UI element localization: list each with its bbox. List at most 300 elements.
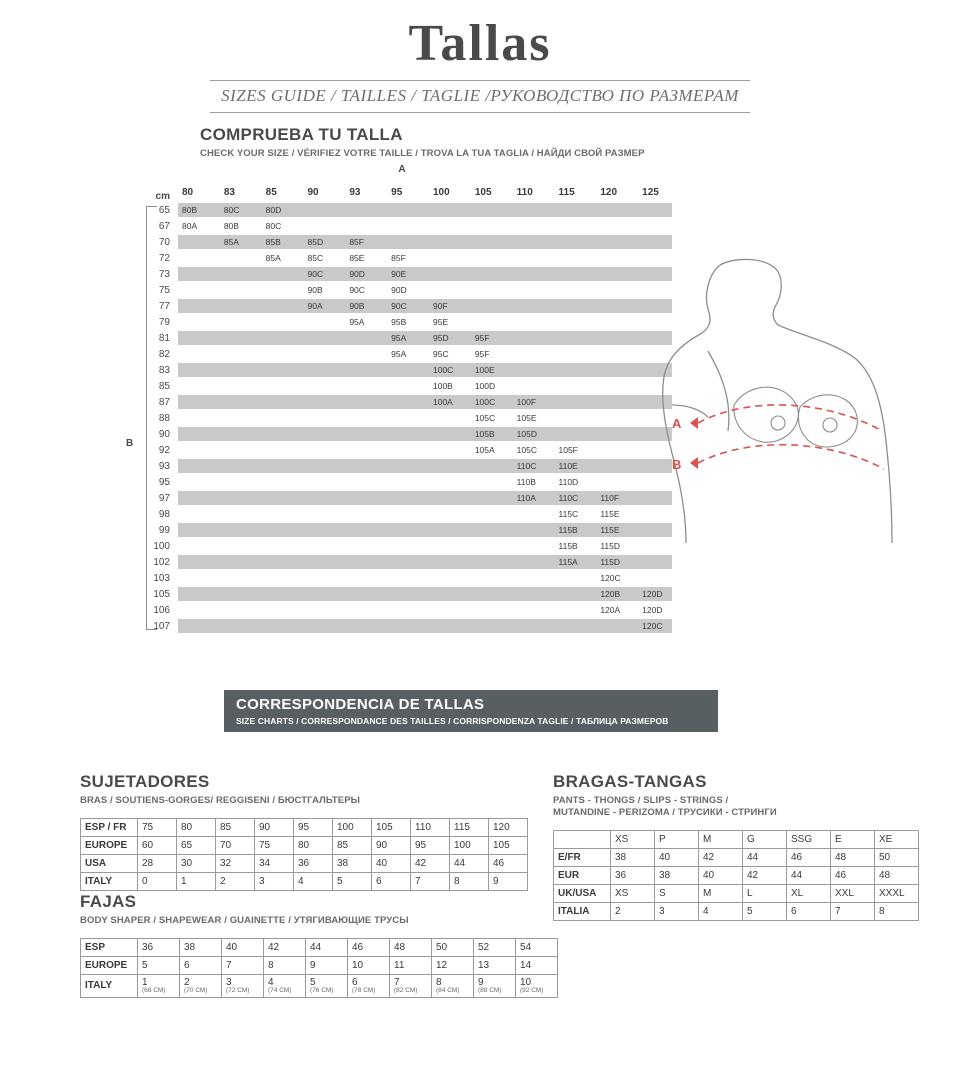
chart-column-header: 80: [182, 187, 194, 198]
chart-size-cell: 90F: [433, 301, 448, 311]
chart-row: [132, 442, 672, 458]
chart-size-cell: 105F: [558, 445, 578, 455]
table-cell: 1: [177, 873, 216, 891]
table-cell: 44: [743, 849, 787, 867]
table-cell: 14: [516, 957, 558, 975]
pants-subtitle-2: MUTANDINE - PERIZOMA / ТРУСИКИ - СТРИНГИ: [553, 807, 777, 818]
table-cell-cm: (84 CM): [436, 987, 460, 994]
table-cell: 28: [138, 855, 177, 873]
table-cell: 48: [875, 867, 919, 885]
shaper-heading: [80, 892, 409, 926]
shaper-title: FAJAS: [80, 892, 137, 911]
chart-row-label: 87: [158, 396, 170, 408]
table-cell: 3: [255, 873, 294, 891]
chart-column-header: 110: [516, 187, 533, 198]
chart-row-label: 67: [158, 220, 170, 232]
table-row: [81, 939, 558, 957]
chart-row: [132, 602, 672, 618]
table-cell: 32: [216, 855, 255, 873]
chart-size-cell: 80A: [182, 221, 198, 231]
table-cell: XXXL: [875, 885, 919, 903]
table-cell: 42: [411, 855, 450, 873]
table-cell: XS: [611, 885, 655, 903]
table-cell: 75: [138, 819, 177, 837]
table-cell: 36: [611, 867, 655, 885]
chart-size-cell: 115E: [600, 509, 620, 519]
table-cell: 38: [333, 855, 372, 873]
table-cell: 5: [333, 873, 372, 891]
table-cell: 40: [222, 939, 264, 957]
chart-size-cell: 115B: [558, 541, 578, 551]
chart-row: [132, 522, 672, 538]
shaper-subtitle: BODY SHAPER / SHAPEWEAR / GUAINETTE / УТЯГИВАЮЩИЕ ТРУСЫ: [80, 915, 409, 926]
chart-row: [132, 282, 672, 298]
chart-size-cell: 115A: [558, 557, 578, 567]
chart-row-label: 92: [158, 444, 170, 456]
chart-row: [132, 266, 672, 282]
table-cell: 65: [177, 837, 216, 855]
table-row-label: EUROPE: [81, 957, 138, 975]
chart-size-cell: 110B: [516, 477, 536, 487]
chart-column-header: 83: [223, 187, 235, 198]
chart-size-cell: 120C: [600, 573, 621, 583]
chart-row-label: 83: [158, 364, 170, 376]
chart-row-bar: [178, 363, 672, 377]
chart-column-header: 90: [307, 187, 319, 198]
chart-size-cell: 100F: [516, 397, 537, 407]
pants-subtitle-1: PANTS - THONGS / SLIPS - STRINGS /: [553, 795, 729, 806]
table-cell: 80: [294, 837, 333, 855]
chart-size-cell: 80C: [223, 205, 240, 215]
chart-size-cell: 95B: [391, 317, 407, 327]
table-cell: 42: [743, 867, 787, 885]
chart-row-label: 85: [158, 380, 170, 392]
table-cell: 6: [180, 957, 222, 975]
chart-row: [132, 378, 672, 394]
chart-size-cell: 95F: [474, 333, 490, 343]
table-row-label: E/FR: [554, 849, 611, 867]
chart-row-bar: [178, 283, 672, 297]
table-cell-cm: (72 CM): [226, 987, 250, 994]
chart-size-cell: 100D: [474, 381, 496, 391]
chart-size-cell: 100C: [433, 365, 454, 375]
table-cell: 2 (70 CM): [180, 975, 222, 998]
illustration-label-b: B: [672, 457, 682, 472]
chart-size-cell: 90D: [349, 269, 365, 279]
chart-row-bar: [178, 347, 672, 361]
table-cell: 40: [372, 855, 411, 873]
table-row-label: ITALIA: [554, 903, 611, 921]
table-cell: M: [699, 831, 743, 849]
table-row: [554, 849, 919, 867]
table-cell: XL: [787, 885, 831, 903]
table-cell: 44: [306, 939, 348, 957]
table-cell: 5 (76 CM): [306, 975, 348, 998]
chart-size-cell: 95D: [433, 333, 449, 343]
table-cell: 8: [450, 873, 489, 891]
chart-row-bar: [178, 459, 672, 473]
table-cell: 9: [306, 957, 348, 975]
table-row-label: [554, 831, 611, 849]
table-cell: G: [743, 831, 787, 849]
chart-row: [132, 618, 672, 634]
chart-size-cell: 95A: [349, 317, 365, 327]
chart-row-label: 106: [153, 604, 170, 616]
table-cell: 75: [255, 837, 294, 855]
chart-row-label: 79: [158, 316, 170, 328]
table-cell-cm: (78 CM): [352, 987, 376, 994]
table-cell: 46: [348, 939, 390, 957]
b-axis-bracket: [146, 206, 157, 630]
chart-row: [132, 314, 672, 330]
chart-column-header: 100: [433, 187, 450, 198]
table-cell: 105: [372, 819, 411, 837]
check-size-heading: [200, 125, 645, 159]
chart-size-cell: 100E: [474, 365, 495, 375]
chart-row: [132, 250, 672, 266]
table-cell: 115: [450, 819, 489, 837]
chart-row-bar: [178, 235, 672, 249]
chart-size-cell: 85C: [307, 253, 324, 263]
table-cell: M: [699, 885, 743, 903]
chart-row: [132, 346, 672, 362]
chart-row: [132, 570, 672, 586]
table-row: [554, 867, 919, 885]
table-row: [81, 855, 528, 873]
chart-size-cell: 90C: [349, 285, 365, 295]
chart-column-header: 120: [600, 187, 618, 198]
chart-size-cell: 90C: [391, 301, 407, 311]
chart-size-cell: 85B: [265, 237, 281, 247]
chart-row: [132, 410, 672, 426]
table-row: [81, 819, 528, 837]
chart-size-cell: 110C: [516, 461, 537, 471]
chart-size-cell: 80C: [265, 221, 282, 231]
chart-row: [132, 362, 672, 378]
table-cell: 95: [411, 837, 450, 855]
table-cell: 70: [216, 837, 255, 855]
chart-size-cell: 105B: [474, 429, 495, 439]
chart-row: [132, 458, 672, 474]
chart-size-cell: 105A: [474, 445, 495, 455]
size-charts-banner: [224, 690, 718, 732]
chart-column-header: 115: [558, 187, 575, 198]
table-cell: 10: [348, 957, 390, 975]
chart-size-cell: 120D: [642, 605, 663, 615]
chart-row-label: 100: [153, 540, 170, 552]
chart-row: [132, 202, 672, 218]
chart-row-bar: [178, 395, 672, 409]
chart-row-bar: [178, 331, 672, 345]
chart-row-label: 81: [158, 332, 170, 344]
chart-row: [132, 586, 672, 602]
chart-size-cell: 90C: [307, 269, 324, 279]
table-cell: 85: [216, 819, 255, 837]
table-cell: 40: [699, 867, 743, 885]
pants-heading: [553, 772, 777, 818]
chart-row-label: 75: [158, 284, 170, 296]
chart-size-cell: 85D: [307, 237, 324, 247]
chart-row-bar: [178, 603, 672, 617]
header-rule-bottom: [210, 112, 750, 113]
bras-table: [80, 818, 528, 891]
table-cell: 46: [787, 849, 831, 867]
chart-row-bar: [178, 315, 672, 329]
table-cell: 6: [787, 903, 831, 921]
chart-size-cell: 85A: [265, 253, 281, 263]
chart-row-bar: [178, 619, 672, 633]
table-cell: 44: [450, 855, 489, 873]
page-title: Tallas: [408, 15, 552, 72]
table-cell: XE: [875, 831, 919, 849]
chart-size-cell: 120D: [642, 589, 663, 599]
chart-size-cell: 105E: [516, 413, 537, 423]
chart-row-bar: [178, 299, 672, 313]
chart-row-bar: [178, 555, 672, 569]
table-cell-cm: (92 CM): [520, 987, 544, 994]
chart-column-header: 95: [391, 187, 403, 198]
chart-row-bar: [178, 491, 672, 505]
table-cell: 80: [177, 819, 216, 837]
chart-row: [132, 298, 672, 314]
chart-row-bar: [178, 539, 672, 553]
chart-size-cell: 85F: [349, 237, 364, 247]
table-cell: 120: [489, 819, 528, 837]
table-cell: 4: [294, 873, 333, 891]
chart-row: [132, 538, 672, 554]
chart-size-cell: 120B: [600, 589, 621, 599]
check-size-subtitle: CHECK YOUR SIZE / VÉRIFIEZ VOTRE TAILLE / TROVA LA TUA TAGLIA / НАЙДИ СВОЙ РАЗМЕР: [200, 148, 645, 159]
chart-row-bar: [178, 379, 672, 393]
chart-size-cell: 95F: [474, 349, 490, 359]
table-cell: 42: [699, 849, 743, 867]
torso-illustration: [660, 255, 940, 545]
table-cell-cm: (82 CM): [394, 987, 418, 994]
chart-size-cell: 110A: [516, 493, 536, 503]
table-cell: 46: [489, 855, 528, 873]
table-cell: XS: [611, 831, 655, 849]
chart-row-bar: [178, 523, 672, 537]
chart-row-bar: [178, 203, 672, 217]
table-cell: 90: [255, 819, 294, 837]
table-cell: 38: [611, 849, 655, 867]
table-row: [554, 885, 919, 903]
table-cell: 36: [138, 939, 180, 957]
table-cell: 100: [450, 837, 489, 855]
chart-row-label: 70: [158, 236, 170, 248]
table-cell: 7 (82 CM): [390, 975, 432, 998]
table-cell-cm: (70 CM): [184, 987, 208, 994]
table-cell: 4 (74 CM): [264, 975, 306, 998]
chart-size-cell: 105C: [474, 413, 496, 423]
chart-size-cell: 90E: [391, 269, 407, 279]
page-header: [0, 0, 960, 113]
size-chart: [126, 164, 672, 634]
chart-row: [132, 394, 672, 410]
chart-size-cell: 110D: [558, 477, 579, 487]
chart-size-cell: 115C: [558, 509, 579, 519]
chart-size-cell: 110F: [600, 493, 620, 503]
chart-size-cell: 85E: [349, 253, 365, 263]
chart-row-label: 95: [158, 476, 170, 488]
table-row-label: UK/USA: [554, 885, 611, 903]
table-cell: 52: [474, 939, 516, 957]
table-row: [81, 873, 528, 891]
banner-title: CORRESPONDENCIA DE TALLAS: [236, 696, 485, 713]
chart-size-cell: 95C: [433, 349, 449, 359]
table-cell: 11: [390, 957, 432, 975]
chart-size-cell: 95E: [433, 317, 449, 327]
table-cell: 4: [699, 903, 743, 921]
page-subtitle: SIZES GUIDE / TAILLES / TAGLIE /РУКОВОДСТВО ПО РАЗМЕРАМ: [221, 86, 739, 105]
table-cell: S: [655, 885, 699, 903]
table-cell: 2: [611, 903, 655, 921]
chart-row-label: 98: [158, 508, 170, 520]
table-cell: 60: [138, 837, 177, 855]
table-cell: 50: [875, 849, 919, 867]
chart-size-cell: 120A: [600, 605, 621, 615]
table-cell: 46: [831, 867, 875, 885]
table-row-label: ITALY: [81, 873, 138, 891]
chart-size-cell: 115B: [558, 525, 578, 535]
table-cell: 6: [372, 873, 411, 891]
axis-label-b: B: [126, 438, 134, 449]
chart-row-label: 107: [153, 620, 170, 632]
table-cell: 9 (88 CM): [474, 975, 516, 998]
table-cell: 48: [831, 849, 875, 867]
table-cell: 13: [474, 957, 516, 975]
table-row-label: EUROPE: [81, 837, 138, 855]
table-cell: 44: [787, 867, 831, 885]
table-cell: 12: [432, 957, 474, 975]
chart-size-cell: 80D: [265, 205, 282, 215]
table-cell: 105: [489, 837, 528, 855]
table-cell: 100: [333, 819, 372, 837]
chart-column-header: 125: [642, 187, 659, 198]
table-cell-cm: (68 CM): [142, 987, 166, 994]
chart-row-bar: [178, 475, 672, 489]
table-cell: 5: [743, 903, 787, 921]
table-cell: 1 (68 CM): [138, 975, 180, 998]
table-cell: 8: [264, 957, 306, 975]
chart-row-label: 82: [158, 348, 170, 360]
table-cell-cm: (74 CM): [268, 987, 292, 994]
chart-row-bar: [178, 219, 672, 233]
shaper-table: [80, 938, 558, 998]
chart-column-header: 93: [349, 187, 361, 198]
table-row: [81, 837, 528, 855]
chart-row-label: 65: [158, 204, 170, 216]
bras-subtitle: BRAS / SOUTIENS-GORGES/ REGGISENI / БЮСТГАЛЬТЕРЫ: [80, 795, 361, 806]
chart-size-cell: 105D: [516, 429, 537, 439]
cm-label: cm: [155, 191, 170, 202]
table-cell: 34: [255, 855, 294, 873]
chart-size-cell: 95A: [391, 349, 407, 359]
table-cell: L: [743, 885, 787, 903]
chart-row: [132, 426, 672, 442]
chart-size-cell: 85A: [223, 237, 239, 247]
chart-row-bar: [178, 571, 672, 585]
chart-size-cell: 115D: [600, 541, 621, 551]
chart-row: [132, 234, 672, 250]
table-cell: 85: [333, 837, 372, 855]
table-cell: 42: [264, 939, 306, 957]
illustration-label-a: A: [672, 416, 682, 431]
chart-column-header: 105: [474, 187, 492, 198]
chart-row-label: 93: [158, 460, 170, 472]
chart-size-cell: 105C: [516, 445, 537, 455]
pants-table-wrap: [553, 830, 919, 921]
table-row-label: EUR: [554, 867, 611, 885]
chart-size-cell: 80B: [182, 205, 198, 215]
table-cell: 30: [177, 855, 216, 873]
table-cell: 3: [655, 903, 699, 921]
chart-row-label: 77: [158, 300, 170, 312]
chart-size-cell: 90B: [349, 301, 365, 311]
chart-row-bar: [178, 507, 672, 521]
chart-size-cell: 100C: [474, 397, 496, 407]
chart-row-label: 99: [158, 524, 170, 536]
pants-title: BRAGAS-TANGAS: [553, 772, 707, 791]
chart-row-bar: [178, 427, 672, 441]
chart-row-label: 105: [153, 588, 170, 600]
chart-size-cell: 120C: [642, 621, 663, 631]
chart-size-cell: 115D: [600, 557, 621, 567]
chart-row: [132, 490, 672, 506]
chart-row-label: 97: [158, 492, 170, 504]
chart-row-label: 103: [153, 572, 170, 584]
table-cell: 0: [138, 873, 177, 891]
table-cell-cm: (76 CM): [310, 987, 334, 994]
chart-row-bar: [178, 267, 672, 281]
chart-size-cell: 110C: [558, 493, 579, 503]
pants-table: [553, 830, 919, 921]
table-cell: 40: [655, 849, 699, 867]
chart-row: [132, 474, 672, 490]
chart-row: [132, 506, 672, 522]
chart-row-bar: [178, 411, 672, 425]
axis-label-a: A: [398, 164, 406, 175]
chart-size-cell: 85F: [391, 253, 406, 263]
table-cell: 7: [831, 903, 875, 921]
table-row: [554, 903, 919, 921]
table-cell: 2: [216, 873, 255, 891]
table-row: [81, 975, 558, 998]
table-cell: 54: [516, 939, 558, 957]
table-cell: 7: [411, 873, 450, 891]
chart-size-cell: 95A: [391, 333, 407, 343]
chart-row-label: 88: [158, 412, 170, 424]
table-cell: 10 (92 CM): [516, 975, 558, 998]
chart-size-cell: 100B: [433, 381, 453, 391]
table-cell: P: [655, 831, 699, 849]
table-cell: 36: [294, 855, 333, 873]
table-row-label: USA: [81, 855, 138, 873]
chart-row-label: 90: [158, 428, 170, 440]
table-cell: 95: [294, 819, 333, 837]
chart-row-label: 72: [158, 252, 170, 264]
table-cell: 8 (84 CM): [432, 975, 474, 998]
bras-title: SUJETADORES: [80, 772, 210, 791]
table-cell: 5: [138, 957, 180, 975]
table-row-label: ITALY: [81, 975, 138, 998]
table-cell: 8: [875, 903, 919, 921]
chart-row: [132, 330, 672, 346]
table-row-label: ESP / FR: [81, 819, 138, 837]
table-cell: 38: [180, 939, 222, 957]
chart-column-header: 85: [265, 187, 277, 198]
chart-row: [132, 554, 672, 570]
